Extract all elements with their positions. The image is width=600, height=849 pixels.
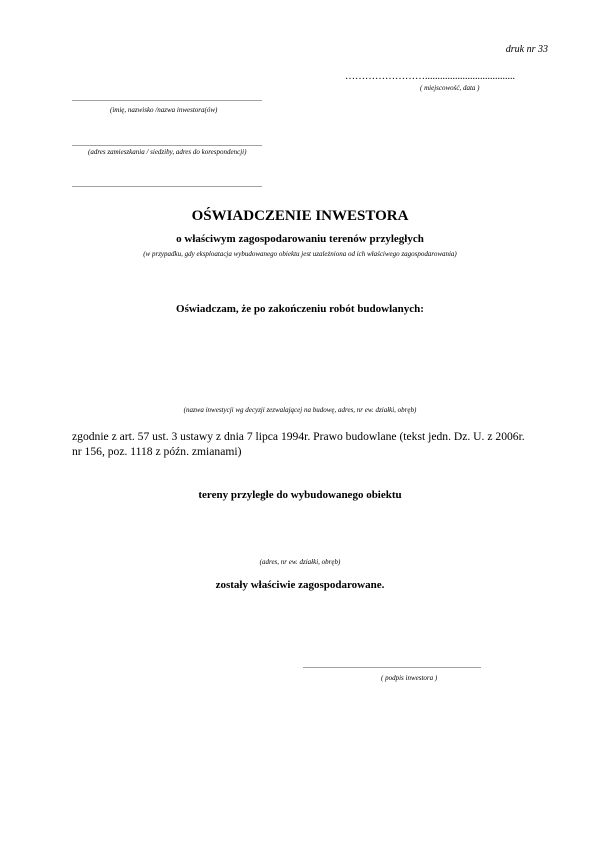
investor-name-label: (imię, nazwisko /nazwa inwestora(ów): [110, 106, 218, 114]
address-field: ...............................................................................................: [72, 139, 262, 148]
areas-text: tereny przyległe do wybudowanego obiektu: [198, 489, 402, 501]
law-reference-line2: nr 156, poz. 1118 z późn. zmianami): [72, 445, 242, 458]
place-date-field: ……………………....................................: [345, 71, 515, 82]
law-reference-line1: zgodnie z art. 57 ust. 3 ustawy z dnia 7 lipca 1994r. Prawo budowlane (tekst jedn. Dz. U. z 2006r.: [72, 430, 525, 443]
document-subtitle: o właściwym zagospodarowaniu terenów przyległych: [176, 233, 424, 245]
address-label: (adres zamieszkania / siedziby, adres do korespondencji): [88, 148, 247, 156]
declaration-text: Oświadczam, że po zakończeniu robót budowlanych:: [176, 303, 424, 315]
conclusion-text: zostały właściwie zagospodarowane.: [215, 579, 385, 591]
extra-field: ...............................................................................................: [72, 180, 262, 189]
areas-label: (adres, nr ew. działki, obręb): [259, 558, 341, 566]
place-date-label: ( miejscowość, data ): [420, 84, 480, 92]
document-note: (w przypadku, gdy eksploatacja wybudowanego obiektu jest uzależniona od ich właściwego zagospodarowania): [143, 250, 457, 258]
investor-name-field: ...............................................................................................: [72, 94, 262, 103]
document-title: OŚWIADCZENIE INWESTORA: [191, 208, 409, 224]
signature-field: .........................................................................................: [303, 661, 481, 670]
form-code: druk nr 33: [505, 44, 548, 55]
investment-label: (nazwa inwestycji wg decyzji zezwalającej na budowę, adres, nr ew. działki, obręb): [183, 406, 417, 414]
signature-label: ( podpis inwestora ): [381, 674, 438, 682]
